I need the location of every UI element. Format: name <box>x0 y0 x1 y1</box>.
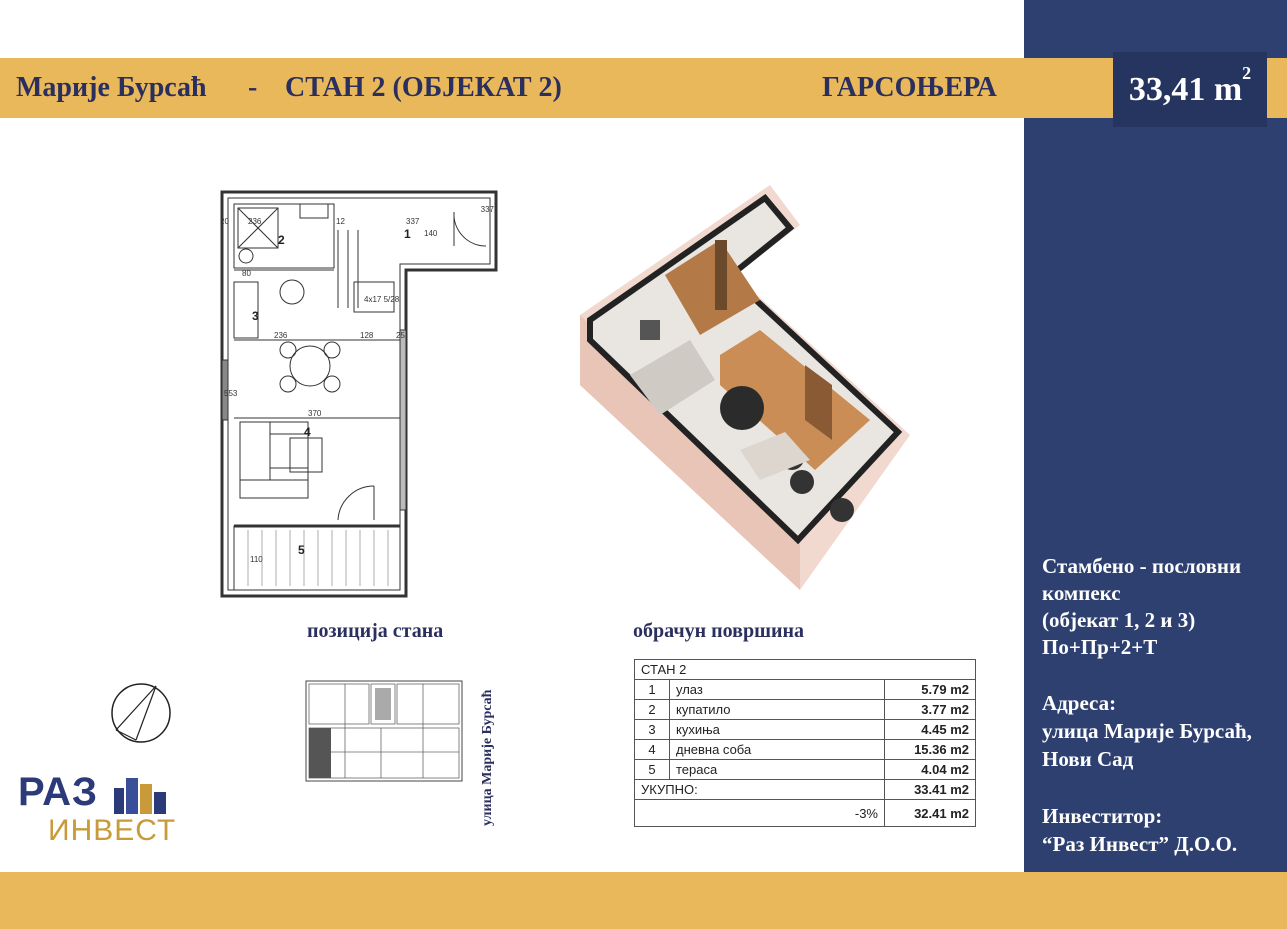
plan-room-4: 4 <box>304 425 311 439</box>
area-badge <box>1113 52 1267 127</box>
header-street: Марије Бурсаћ <box>16 72 207 103</box>
caption-position: позиција стана <box>307 620 444 642</box>
plan-dim-2: 140 <box>424 229 438 238</box>
company-logo <box>18 770 178 850</box>
total-area: 33.41 m2 <box>885 780 976 800</box>
header-type: ГАРСОЊЕРА <box>822 72 997 103</box>
plan-dim-1: 337 <box>480 205 494 214</box>
plan-room-3: 3 <box>252 309 259 323</box>
area-exponent: 2 <box>1242 63 1252 83</box>
footer-band <box>0 872 1287 929</box>
area-table <box>634 659 976 827</box>
row-area: 3.77 m2 <box>885 700 976 720</box>
header-separator: - <box>248 72 258 103</box>
row-area: 15.36 m2 <box>885 740 976 760</box>
table-title-row <box>635 660 976 680</box>
header-unit: СТАН 2 (ОБЈЕКАТ 2) <box>285 72 562 103</box>
plan-dim-7: 25 <box>396 331 405 340</box>
total-label: УКУПНО: <box>635 780 885 800</box>
building-icon <box>112 774 170 814</box>
plan-room-5: 5 <box>298 543 305 557</box>
row-num: 5 <box>635 760 670 780</box>
plan-dim-9: 553 <box>224 389 238 398</box>
logo-text-invest: ИНВЕСТ <box>48 814 177 847</box>
row-area: 5.79 m2 <box>885 680 976 700</box>
reduction-label: -3% <box>635 800 885 827</box>
apartment-3d-render <box>570 180 930 600</box>
row-name: купатило <box>670 700 885 720</box>
plan-room-2: 2 <box>278 233 285 247</box>
plan-dim-3: 20 <box>220 217 229 226</box>
plan-dim-1b: 337 <box>406 217 420 226</box>
reduced-area: 32.41 m2 <box>885 800 976 827</box>
table-row <box>635 740 976 760</box>
sidebar-line-1: Стамбено - пословни <box>1042 554 1242 578</box>
plan-dim-8: 370 <box>308 409 322 418</box>
row-area: 4.04 m2 <box>885 760 976 780</box>
table-title: СТАН 2 <box>635 660 976 680</box>
row-name: улаз <box>670 680 885 700</box>
plan-dim-0: 236 <box>248 217 262 226</box>
plan-dim-11: 80 <box>242 269 251 278</box>
row-name: тераса <box>670 760 885 780</box>
sidebar-line-2: компекс <box>1042 581 1121 605</box>
table-total-row <box>635 780 976 800</box>
plan-dim-5: 236 <box>274 331 288 340</box>
area-value: 33,41 m <box>1128 71 1243 108</box>
plan-dim-12: 4x17 5/28 <box>364 295 400 304</box>
sidebar-line-6: улица Марије Бурсаћ, <box>1042 719 1252 743</box>
caption-calculation: обрачун површина <box>633 620 805 642</box>
sidebar-line-7: Нови Сад <box>1042 747 1134 771</box>
sidebar-line-9: “Раз Инвест” Д.О.О. <box>1042 832 1238 856</box>
table-row <box>635 700 976 720</box>
sidebar-line-8: Инвеститор: <box>1042 804 1163 828</box>
plan-dim-6: 128 <box>360 331 374 340</box>
sidebar-line-4: По+Пр+2+Т <box>1042 635 1158 659</box>
table-row <box>635 720 976 740</box>
plan-dim-4: 12 <box>336 217 345 226</box>
plan-dim-10: 110 <box>250 555 263 564</box>
table-reduction-row <box>635 800 976 827</box>
site-plan <box>305 680 463 782</box>
row-name: дневна соба <box>670 740 885 760</box>
site-street-label: улица Марије Бурсаћ <box>480 689 495 826</box>
table-row <box>635 680 976 700</box>
plan-room-1: 1 <box>404 227 411 241</box>
row-area: 4.45 m2 <box>885 720 976 740</box>
row-num: 2 <box>635 700 670 720</box>
row-num: 1 <box>635 680 670 700</box>
floor-plan <box>218 190 500 600</box>
logo-text-raz: РАЗ <box>18 770 99 814</box>
row-name: кухиња <box>670 720 885 740</box>
sidebar-line-5: Адреса: <box>1042 691 1117 715</box>
row-num: 4 <box>635 740 670 760</box>
table-row <box>635 760 976 780</box>
compass-icon <box>108 680 174 746</box>
row-num: 3 <box>635 720 670 740</box>
sidebar-line-3: (објекат 1, 2 и 3) <box>1042 608 1196 632</box>
